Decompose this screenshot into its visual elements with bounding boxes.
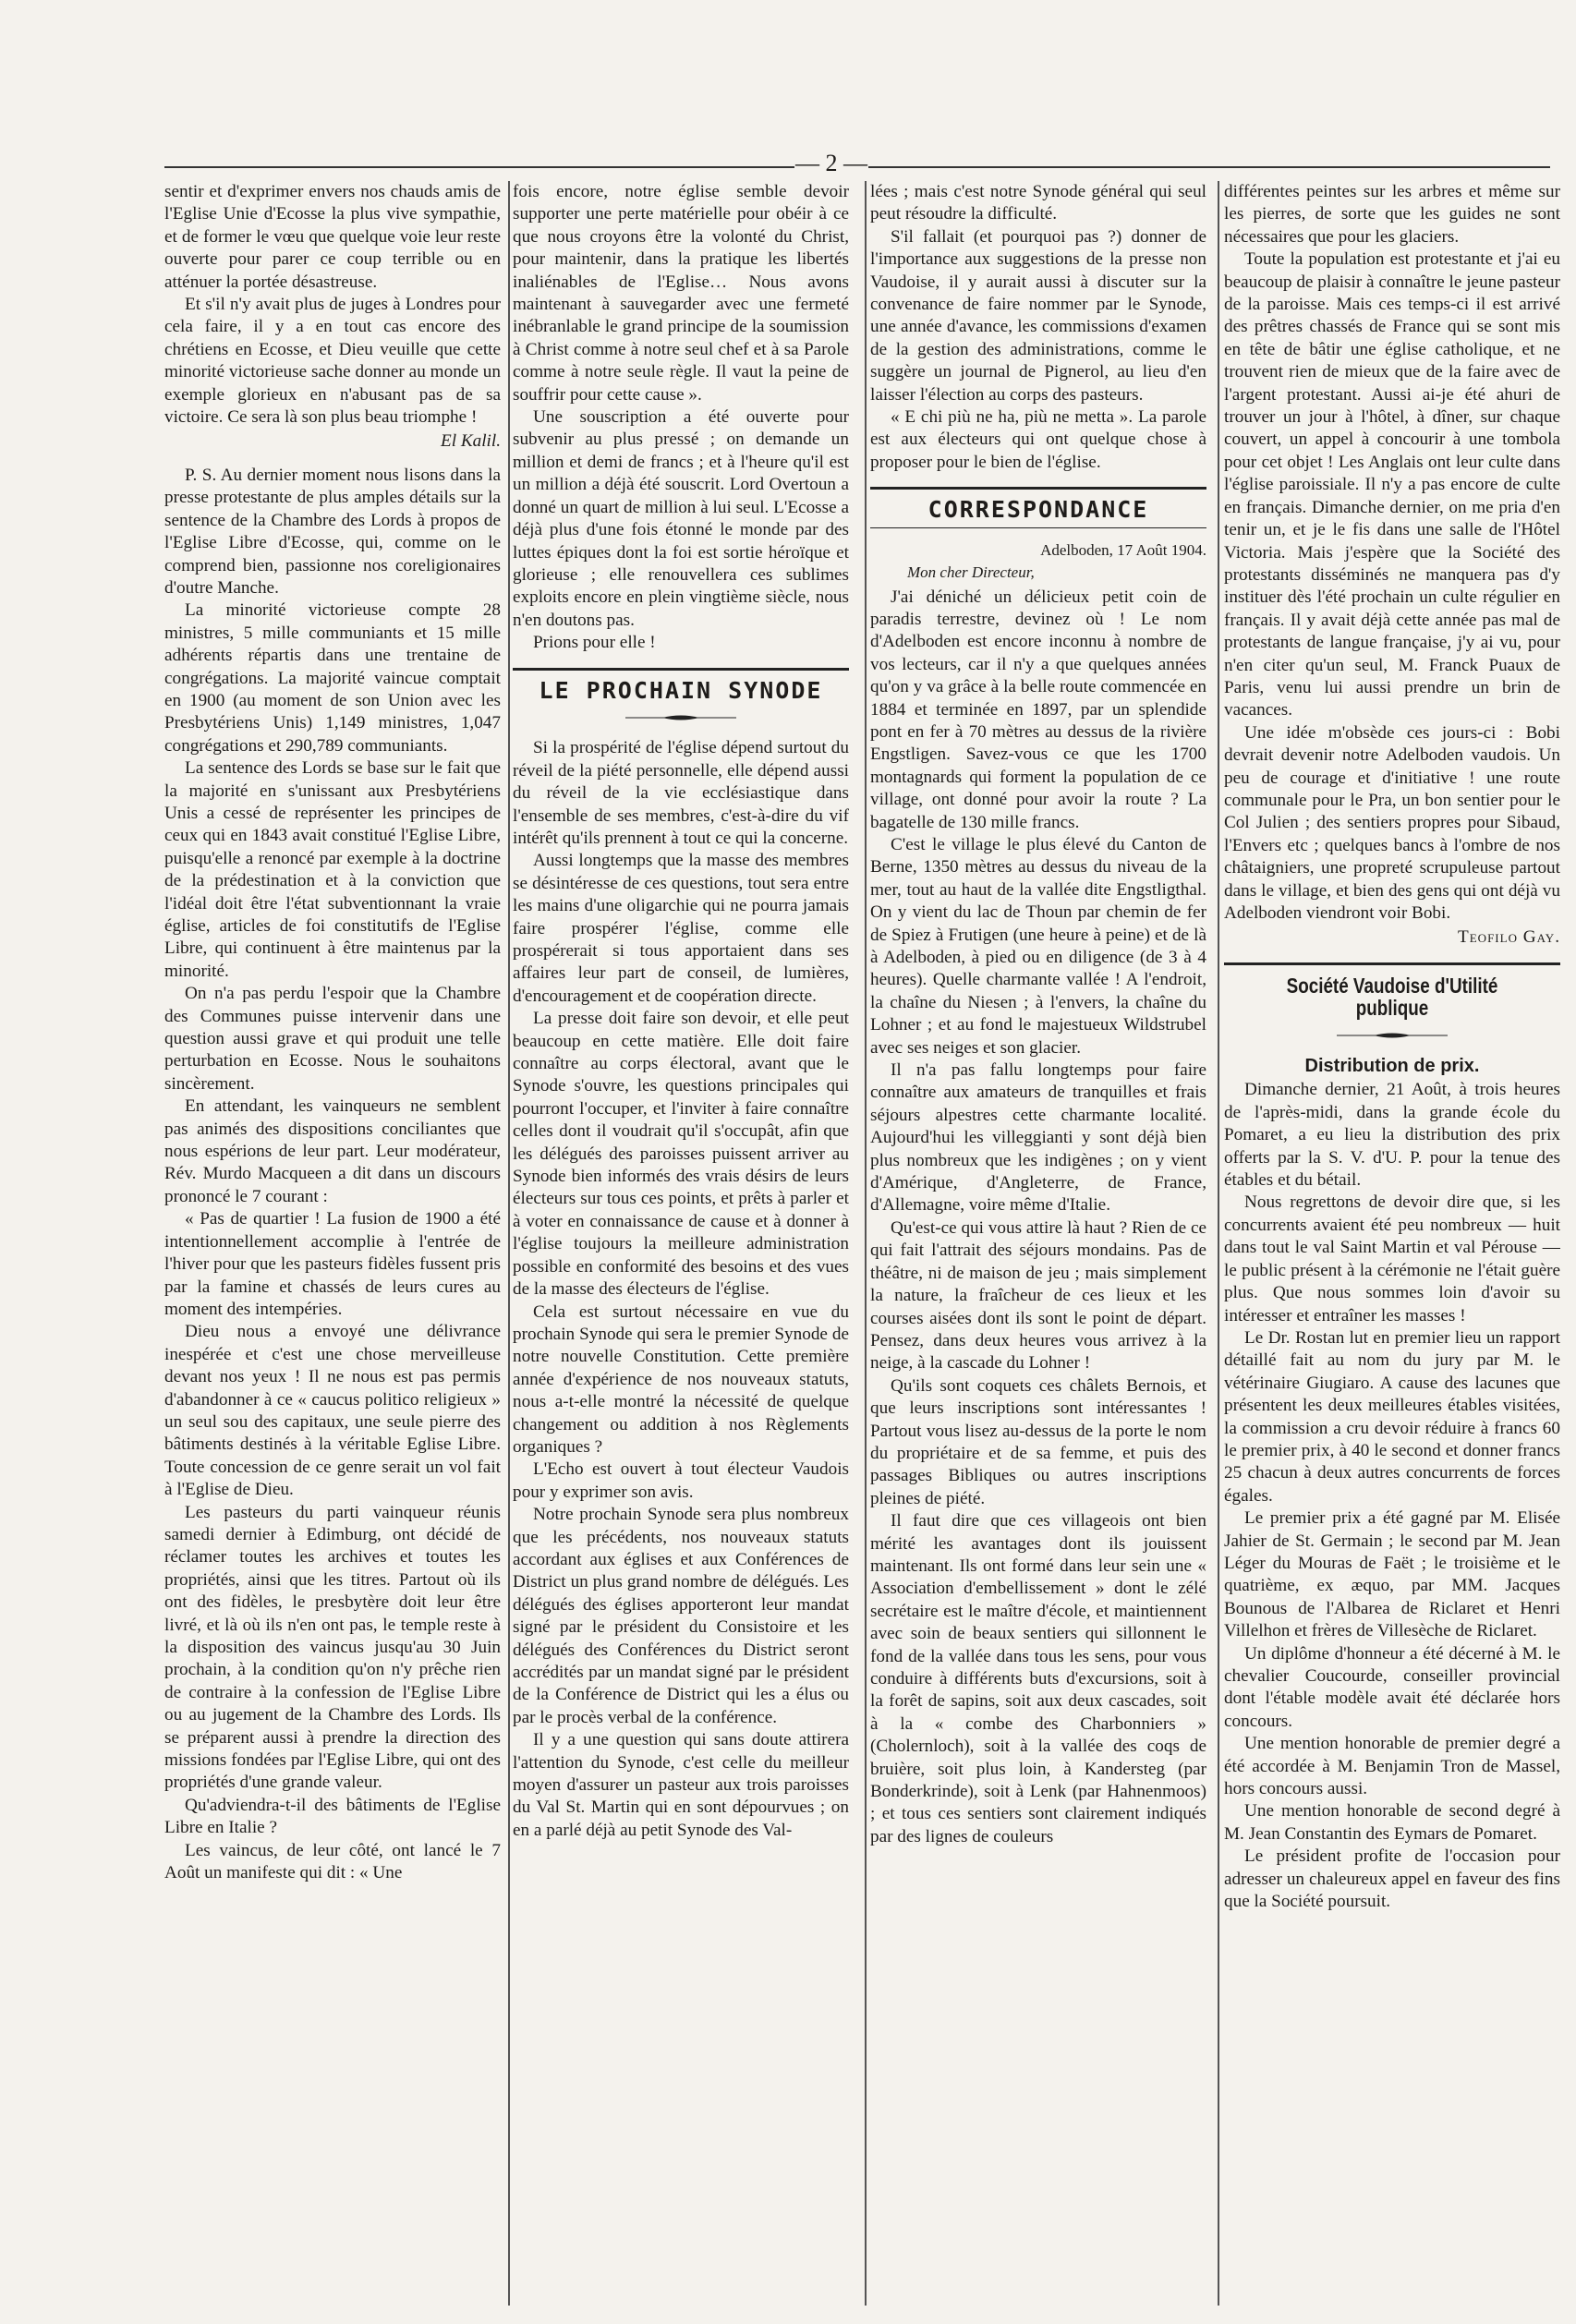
paragraph: lées ; mais c'est notre Synode général qui seul peut résoudre la difficulté. [870, 182, 1206, 224]
paragraph: Cela est surtout nécessaire en vue du prochain Synode qui sera le premier Synode de notre nouvelle Constitution. Cette première année d'expérience de nos nouveaux statuts, nous a-t-elle montré la nécessité de quelque changement ou addition à nos Règlements organiques ? [513, 1301, 849, 1457]
paragraph: différentes peintes sur les arbres et même sur les pierres, de sorte que les guides ne sont nécessaires que pour les glaciers. [1224, 182, 1560, 247]
paragraph: Si la prospérité de l'église dépend surtout du réveil de la piété personnelle, elle dépend aussi du réveil de la vie ecclésiastique dans l'ensemble de ses membres, c'est-à-dire du vif intérêt qu'ils prennent à tout ce qui la concerne. [513, 738, 849, 848]
paragraph: Une souscription a été ouverte pour subvenir au plus pressé ; on demande un million et demi de francs ; et à l'heure qu'il est un million a déjà été souscrit. Lord Overtoun a donné un quart de million à lui seul. L'Ecosse a déjà plus d'une fois étonné le monde par des luttes épiques dont la foi est sortie héroïque et glorieuse ; elle renouvellera ces sublimes exploits encore en plein vingtième siècle, nous n'en doutons pas. [513, 407, 849, 630]
salutation: Mon cher Directeur, [907, 563, 1035, 582]
column-3 [870, 181, 1206, 2296]
paragraph: La sentence des Lords se base sur le fait que la majorité en s'unissant aux Presbytériens Unis a cessé de représenter les principes de ceux qui en 1843 avait constitué l'Eglise Libre, puisqu'elle a renoncé par exemple à la doctrine de la prédestination et à la conviction que l'idéal doit être l'état subventionnant la vraie église, articles de foi constitutifs de l'Eglise Libre, qui continuent à être maintenus par la minorité. [164, 758, 501, 981]
paragraph: Une mention honorable de second degré à M. Jean Constantin des Eymars de Pomaret. [1224, 1801, 1560, 1844]
column-2 [513, 181, 849, 2296]
paragraph: Il y a une question qui sans doute attirera l'attention du Synode, c'est celle du meilleur moyen d'assurer un pasteur aux trois paroisses du Val St. Martin qui en sont dépourvues ; on en a parlé déjà au petit Synode des Val- [513, 1730, 849, 1840]
paragraph: Qu'est-ce qui vous attire là haut ? Rien de ce qui fait l'attrait des séjours mondains. Pas de théâtre, ni de maison de jeu ; mais simplement la nature, la fraîcheur de ces lieux et les courses aisées dont ils sont le point de départ. Pensez, dans deux heures vous arrivez à la neige, à la cascade du Lohner ! [870, 1217, 1206, 1374]
paragraph: Notre prochain Synode sera plus nombreux que les précédents, nos nouveaux statuts accordant aux églises et aux Conférences de District un plus grand nombre de délégués. Les délégués des églises apporteront leur mandat signé par le président du Consistoire et les délégués des Conférences du District seront accrédités par un mandat signé par le président de la Conférence de District qui les a élus ou par le procès verbal de la conférence. [513, 1505, 849, 1727]
paragraph: Dimanche dernier, 21 Août, à trois heures de l'après-midi, dans la grande école du Pomaret, a eu lieu la distribution des prix offerts par la S. V. d'U. P. pour la tenue des étables et du bétail. [1224, 1080, 1560, 1191]
paragraph: Qu'adviendra-t-il des bâtiments de l'Eglise Libre en Italie ? [164, 1795, 501, 1838]
paragraph: « Pas de quartier ! La fusion de 1900 a été intentionnellement accomplie à l'entrée de l'hiver pour que les pasteurs fidèles fussent pris par la famine et chassés de leurs cures au moment des intempéries. [164, 1209, 501, 1319]
column-1 [164, 181, 501, 2296]
section-heading-societe-vaudoise: Société Vaudoise d'Utilité publique [1286, 973, 1498, 1021]
column-4 [1224, 181, 1560, 2296]
heading-underline [870, 527, 1206, 528]
paragraph: Il faut dire que ces villageois ont bien mérité les avantages dont ils jouissent maintenant. Ils ont formé dans leur sein une « Association d'embellissement » dont le zélé secrétaire est le maître d'école, et maintiennent avec soin de beaux sentiers qui sillonnent le fond de la vallée dans tous les sens, pour vous conduire à différents buts d'excursions, soit à la forêt de sapins, soit aux deux cascades, soit à la « combe des Charbonniers » (Cholernloch), soit à la vallée des coqs de bruière, soit plus loin, à Kandersteg (par Bonderkrinde), soit à Lenk (par Hahnenmoos) ; et tous ces sentiers sont clairement indiqués par des lignes de couleurs [870, 1511, 1206, 1846]
paragraph: Nous regrettons de devoir dire que, si les concurrents avaient été peu nombreux — huit dans tout le val Saint Martin et val Pérouse — le public présent à la cérémonie ne l'était guère plus. Que nous sommes loin d'avoir su intéresser et entraîner les masses ! [1224, 1192, 1560, 1325]
paragraph: J'ai déniché un délicieux petit coin de paradis terrestre, devinez où ! Le nom d'Adelboden est encore inconnu à nombre de vos lecteurs, car il n'y a que quelques années qu'on y va grâce à la belle route commencée en 1884 et terminée en 1897, par un splendide pont en fer à 70 mètres au dessus de la rivière Engstligen. Savez-vous ce que les 1700 montagnards qui forment la population de ce village, ont donné pour avoir la route ? La bagatelle de 130 mille francs. [870, 587, 1206, 832]
section-rule [1224, 962, 1560, 965]
paragraph: La presse doit faire son devoir, et elle peut beaucoup en cette matière. Elle doit faire connaître au corps électoral, avant que le Synode s'ouvre, les questions principales qui pourront l'occuper, et l'inviter à faire connaître celles dont il voudrait qu'il s'occupât, afin que les délégués des paroisses puissent arriver au Synode bien informés des vrais désirs de leurs électeurs sur tous ces points, et prêts à parler et à voter en connaissance de cause et à donner à l'église toujours la meilleure administration possible en conformité des besoins et des vues de la masse des électeurs de l'église. [513, 1009, 849, 1300]
paragraph: Le premier prix a été gagné par M. Elisée Jahier de St. Germain ; le second par M. Jean Léger du Mouras de Faët ; le troisième et le quatrième, ex æquo, par MM. Jacques Bounous de l'Albarea de Riclaret et Henri Villelhon et frères de Villesèche de Riclaret. [1224, 1508, 1560, 1641]
section-heading-prochain-synode: LE PROCHAIN SYNODE [539, 676, 823, 704]
paragraph: On n'a pas perdu l'espoir que la Chambre des Communes puisse intervenir dans une question aussi grave et qui produit une telle perturbation en Ecosse. Nous le souhaitons sincèrement. [164, 984, 501, 1094]
paragraph: Une idée m'obsède ces jours-ci : Bobi devrait devenir notre Adelboden vaudois. Un peu de courage et d'initiative ! une route communale pour le Pra, un bon sentier pour le Col Julien ; des sentiers propres pour Sibaud, l'Envers etc ; quelques bancs à l'ombre de nos châtaigniers, une propreté scrupuleuse partout dans le village, et bien des gens qui ont déjà vu Adelboden viendront voir Bobi. [1224, 722, 1560, 923]
paragraph: « E chi più ne ha, più ne metta ». La parole est aux électeurs qui ont quelque chose à proposer pour le bien de l'église. [870, 407, 1206, 472]
page-number: — 2 — [795, 150, 867, 176]
subheading-distribution-de-prix: Distribution de prix. [1304, 1056, 1480, 1077]
paragraph: En attendant, les vainqueurs ne semblent pas animés des dispositions conciliantes que nous espérions de leur part. Leur modérateur, Rév. Murdo Macqueen a dit dans un discours prononcé le 7 courant : [164, 1096, 501, 1206]
paragraph: Il n'a pas fallu longtemps pour faire connaître aux amateurs de tranquilles et frais séjours alpestres cette charmante localité. Aujourd'hui les villeggianti y sont déjà bien plus nombreux que les indigènes ; on y vient d'Amérique, d'Angleterre, de France, d'Allemagne, voire même d'Italie. [870, 1060, 1206, 1216]
paragraph: sentir et d'exprimer envers nos chauds amis de l'Eglise Unie d'Ecosse la plus vive sympathie, et de former le vœu que quelque voie leur reste ouverte pour parer ce coup terrible ou en atténuer la portée désastreuse. [164, 182, 501, 292]
section-heading-correspondance: CORRESPONDANCE [927, 496, 1149, 524]
paragraph: Aussi longtemps que la masse des membres se désintéresse de ces questions, tout sera entre les mains d'une oligarchie qui ne pourra jamais faire prospérer l'église, comme elle prospérerait si tous apportaient dans ses affaires leur part de conseil, de lumières, d'encouragement et de coopération directe. [513, 851, 849, 1006]
paragraph: Les pasteurs du parti vainqueur réunis samedi dernier à Edimburg, ont décidé de réclamer toutes les archives et toutes les propriétés, ainsi que les titres. Partout où ils ont des fidèles, le presbytère doit leur être livré, et là où ils n'en ont pas, le temple reste à la disposition des vaincus jusqu'au 30 Juin prochain, à la condition qu'on n'y prêche rien de contraire à la confession de l'Eglise Libre ou au jugement de la Chambre des Lords. Ils se préparent aussi à prendre la direction des missions fondées par l'Eglise Libre, qui ont des propriétés d'une grande valeur. [164, 1502, 501, 1793]
signature-teofilo-gay: Teofilo Gay. [1458, 927, 1560, 948]
paragraph: Le Dr. Rostan lut en premier lieu un rapport détaillé fait au nom du jury par M. le vétérinaire Giugiaro. A cause des lacunes que présentent les deux meilleures étables visitées, la commission a cru devoir réduire à francs 60 le premier prix, à 40 le second et donner francs 25 chacun à deux autres concurrents de forces égales. [1224, 1327, 1560, 1506]
paragraph: Qu'ils sont coquets ces châlets Bernois, et que leurs inscriptions sont intéressantes ! Partout vous lisez au-dessus de la porte le nom du propriétaire et de sa femme, et puis des passages Bibliques ou autres inscriptions pleines de piété. [870, 1375, 1206, 1508]
paragraph: L'Echo est ouvert à tout électeur Vaudois pour y exprimer son avis. [513, 1459, 849, 1502]
paragraph: La minorité victorieuse compte 28 ministres, 5 mille communiants et 15 mille adhérents répartis dans une trentaine de congrégations. La majorité vaincue comptait en 1900 (au moment de son Union avec les Presbytériens Unis) 1,149 ministres, 1,047 congrégations et 290,789 communiants. [164, 600, 501, 756]
paragraph: Prions pour elle ! [533, 633, 656, 653]
paragraph: Les vaincus, de leur côté, ont lancé le 7 Août un manifeste qui dit : « Une [164, 1840, 501, 1883]
signature-el-kalil: El Kalil. [440, 431, 501, 452]
paragraph: C'est le village le plus élevé du Canton de Berne, 1350 mètres au dessus du niveau de la mer, tout au haut de la vallée dite Engstligthal. On y vient du lac de Thoun par chemin de fer de Spiez à Frutigen (une heure à peine) et de là à Adelboden, à pied ou en diligence (de 3 à 4 heures). Quelle charmante vallée ! A l'endroit, la chaîne du Niesen ; à l'envers, la chaîne du Lohner ; et au fond le majestueux Wildstrubel avec ses neiges et son glacier. [870, 834, 1206, 1058]
paragraph: Dieu nous a envoyé une délivrance inespérée et c'est une chose merveilleuse devant nos yeux ! Il ne nous est pas permis d'abandonner à ce « caucus politico religieux » un seul sou des capitaux, une seule pierre des bâtiments destinés à la véritable Eglise Libre. Toute concession de ce genre serait un vol fait à l'Eglise de Dieu. [164, 1322, 501, 1500]
column-divider [865, 181, 867, 2306]
dateline: Adelboden, 17 Août 1904. [1040, 540, 1206, 559]
section-rule [870, 487, 1206, 490]
paragraph: fois encore, notre église semble devoir supporter une perte matérielle pour obéir à ce que nous croyons être la volonté du Christ, pour maintenir, dans la pratique les libertés inaliénables de l'Eglise… Nous avons maintenant à sauvegarder avec une fermeté inébranlable le grand principe de la soumission à Christ comme à notre seul chef et à sa Parole comme à notre seule règle. Il vaut la peine de souffrir pour cette cause ». [513, 182, 849, 405]
paragraph: Un diplôme d'honneur a été décerné à M. le chevalier Coucourde, conseiller provincial dont l'étable modèle avait été déclarée hors concours. [1224, 1643, 1560, 1731]
paragraph: Toute la population est protestante et j'ai eu beaucoup de plaisir à connaître le jeune pasteur de la paroisse. Mais ces temps-ci il est arrivé des prêtres chassés de France qui se sont mis en tête de bâtir une église catholique, et ne trouvent rien de mieux que de la faire avec de l'argent protestant. Aussi ai-je été ahuri de trouver un jour à l'hôtel, à dîner, sur chaque couvert, un appel à concourir à une tombola pour cet objet ! Les Anglais ont leur culte dans l'église paroissiale. Il n'y a pas encore de culte en français. Dimanche dernier, on me pria d'en tenir un, et je le fis dans une salle de l'Hôtel Victoria. Mais j'espère que la Société des protestants disséminés ne manquera pas d'y instituer dès l'été prochain un culte régulier en français. Il y avait déjà cette année pas mal de protestants de langue française, j'y ai vu, pour n'en citer qu'un seul, M. Franck Puaux de Paris, venu lui aussi prendre un brin de vacances. [1224, 249, 1560, 720]
postscript: P. S. Au dernier moment nous lisons dans la presse protestante de plus amples détails sur la sentence de la Chambre des Lords à propos de l'Eglise Libre d'Ecosse, qui, comme on le comprend bien, passionne nos coreligionaires d'outre Manche. [164, 465, 501, 598]
paragraph: Et s'il n'y avait plus de juges à Londres pour cela faire, il y a en tout cas encore des chrétiens en Ecosse, et Dieu veuille que cette minorité victorieuse sache donner au monde un exemple glorieux en n'abusant pas de sa victoire. Ce sera là son plus beau triomphe ! [164, 295, 501, 428]
ornament-divider [513, 706, 849, 728]
ornament-divider [1224, 1023, 1560, 1046]
paragraph: Une mention honorable de premier degré a été accordée à M. Benjamin Tron de Massel, hors concours aussi. [1224, 1734, 1560, 1799]
paragraph: S'il fallait (et pourquoi pas ?) donner de l'importance aux suggestions de la presse non Vaudoise, il y aurait aussi à discuter sur la convenance de faire nommer par le Synode, une année d'avance, les commissions d'examen de la gestion des administrations, comme le suggère un journal de Pignerol, au lieu d'en laisser l'élection au corps des pasteurs. [870, 226, 1206, 405]
column-divider [1218, 181, 1219, 2306]
paragraph: Le président profite de l'occasion pour adresser un chaleureux appel en faveur des fins que la Société poursuit. [1224, 1846, 1560, 1912]
column-divider [508, 181, 510, 2306]
section-rule [513, 668, 849, 671]
